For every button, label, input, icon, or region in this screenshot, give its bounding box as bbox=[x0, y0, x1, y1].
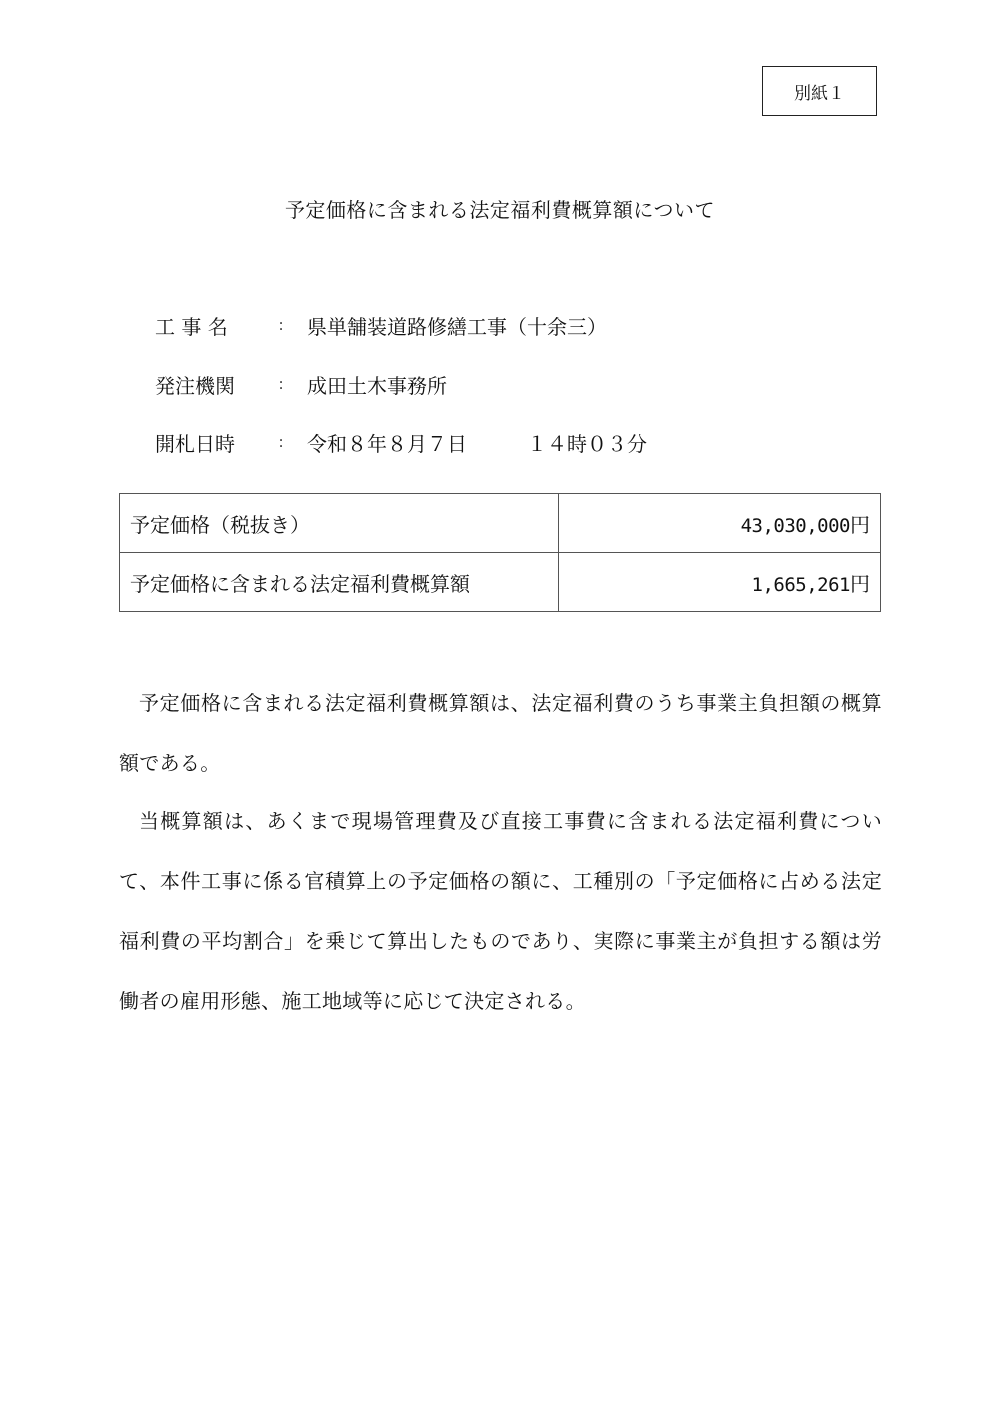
amounts-table bbox=[119, 493, 881, 612]
info-colon: : bbox=[278, 375, 284, 393]
attachment-label: 別紙１ bbox=[762, 66, 877, 116]
amount-unit: 円 bbox=[850, 512, 870, 537]
info-label: 発注機関 bbox=[155, 373, 235, 398]
amount-label: 予定価格に含まれる法定福利費概算額 bbox=[120, 553, 559, 612]
amount-label: 予定価格（税抜き） bbox=[120, 494, 559, 553]
info-colon: : bbox=[278, 433, 284, 451]
info-value: 県単舗装道路修繕工事（十余三） bbox=[307, 314, 607, 339]
info-value: 令和８年８月７日 １４時０３分 bbox=[307, 431, 647, 456]
amount-value-cell bbox=[559, 553, 881, 612]
amount-value-cell bbox=[559, 494, 881, 553]
info-row-opening-datetime bbox=[155, 427, 647, 457]
info-colon: : bbox=[278, 316, 284, 334]
info-label: 工 事 名 bbox=[155, 314, 228, 339]
amount-value: 1,665,261 bbox=[751, 573, 850, 596]
info-row-project-name bbox=[155, 310, 607, 340]
info-row-ordering-office bbox=[155, 369, 447, 399]
document-title: 予定価格に含まれる法定福利費概算額について bbox=[284, 198, 716, 222]
table-row bbox=[120, 494, 881, 553]
amount-unit: 円 bbox=[850, 571, 870, 596]
info-value: 成田土木事務所 bbox=[307, 373, 447, 398]
table-row bbox=[120, 553, 881, 612]
amount-value: 43,030,000 bbox=[740, 514, 850, 537]
paragraph-explanation: 当概算額は、あくまで現場管理費及び直接工事費に含まれる法定福利費について、本件工事に係る官積算上の予定価格の額に、工種別の「予定価格に占める法定福利費の平均割合」を乗じて算出したものであり、実際に事業主が負担する額は労働者の雇用形態、施工地域等に応じて決定される。 bbox=[119, 809, 882, 1013]
paragraph-definition: 予定価格に含まれる法定福利費概算額は、法定福利費のうち事業主負担額の概算額である。 bbox=[119, 691, 882, 775]
info-label: 開札日時 bbox=[155, 431, 235, 456]
